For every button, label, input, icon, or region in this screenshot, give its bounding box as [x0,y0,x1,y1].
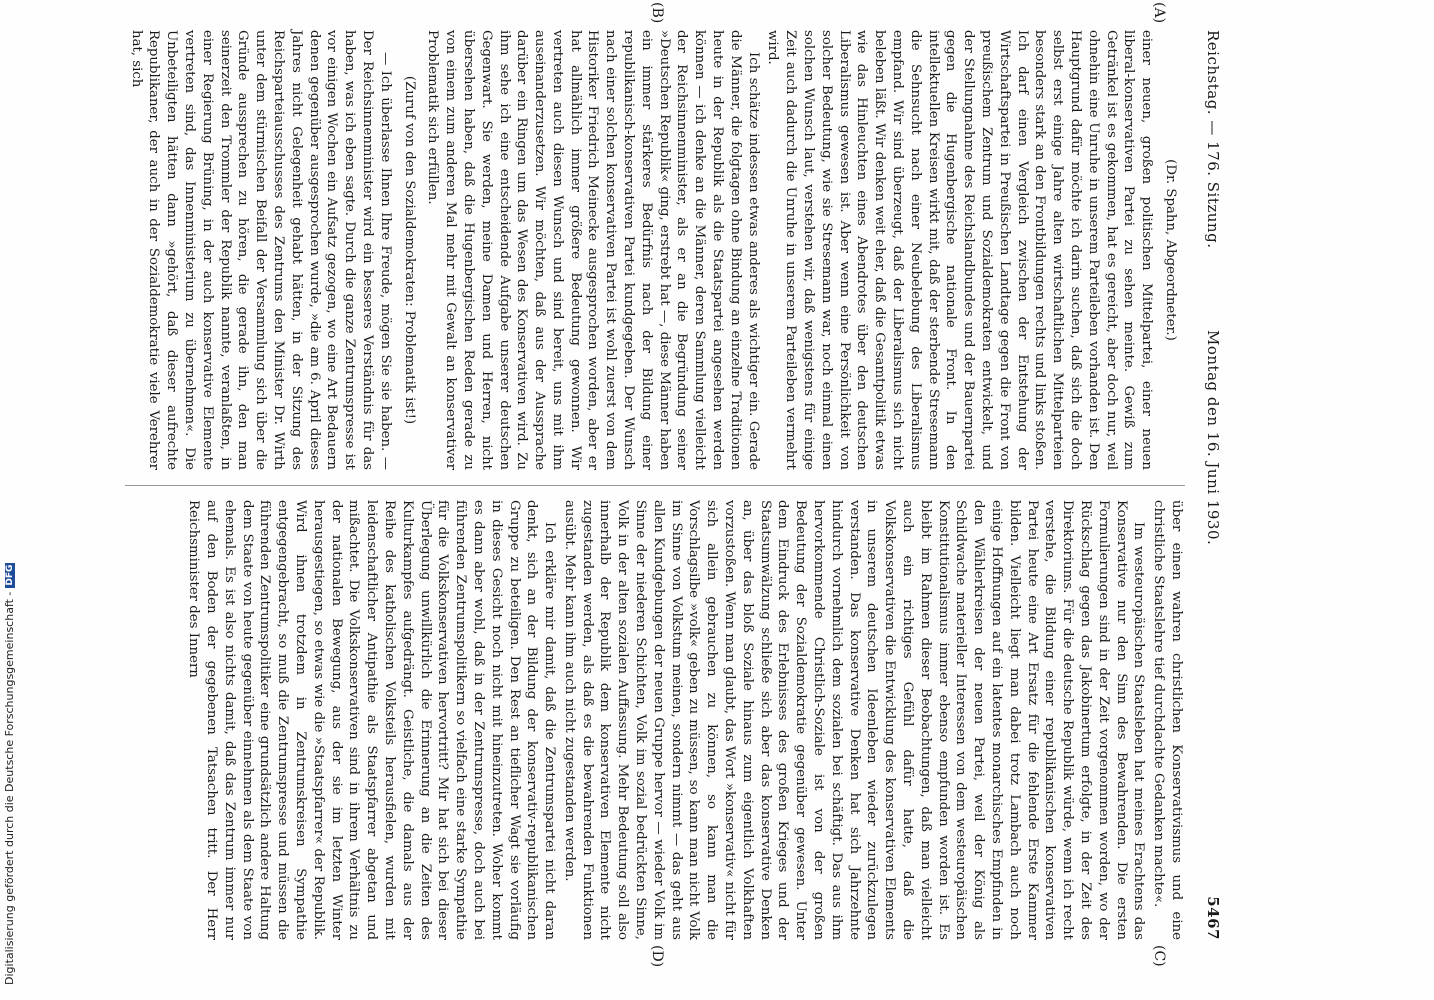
page-number: 5467 [1204,896,1222,940]
column-divider [125,485,1185,486]
right-paragraph-1: über einen wahren christlichen Konservativismus und eine christliche Staatslehre tief durchdachte Gedanken machte«. [1151,500,1184,940]
left-paragraph-2: Ich schätze indessen etwas anderes als wichtiger ein. Gerade die Männer, die folgtagen ohne Bindung an einzelne Traditionen heute in der Republik als die Staatspartei angesehen werden können — ich denke an die Männer, deren Sammlung vielleicht der Reichsinnenminister, als er an die Begründung seiner »Deutschen Republik« ging, erstrebt hat —, diese Männer haben ein immer stärkeres Bedürfnis nach der Bildung einer republikanisch-konservativen Partei kundgegeben. Der Wunsch nach einer solchen konservativen Partei ist wohl zuerst von dem Historiker Friedrich Meinecke ausgesprochen worden, aber er hat allmählich immer größere Bedeutung gewonnen. Wir vertreten auch diesen Wunsch und sind bereit, uns mit ihm auseinanderzusetzen. Wir möchten, daß aus der Aussprache darüber ein Ringen um das Wesen des Konservativen wird. Zu ihm sehe ich eine entscheidende Aufgabe unserer deutschen Gegenwart. Sie werden, meine Damen und Herren, nicht übersehen haben, daß die Hugenbergischen Reden gerade zu von einem zum anderen Mal mehr mit Gewalt an konservativer Problematik sich erfüllen. [425,30,761,470]
margin-marker-a: (A) [1151,2,1167,24]
margin-marker-b: (B) [649,2,665,24]
margin-marker-c: (C) [1151,945,1167,967]
page-header [1197,30,1225,960]
dfg-logo: DFG [5,564,15,586]
left-paragraph-3: — Ich überlasse Ihnen Ihre Freude, mögen Sie sie haben. — Der Reichsinnenminister wird ein besseres Verständnis für das haben, was ich eben sagte. Durch die ganze Zentrumspresse ist vor einigen Wochen ein Aufsatz gezogen, wo eine Art Bedauern denen gegenüber ausgesprochen wurde, »die am 6. April dieses Jahres nicht Gelegenheit gehabt hätten, in der Sitzung des Reichsparteiausschusses des Zentrums den Minister Dr. Wirth unter dem stürmischen Beifall der Versammlung sich über die Gründe aussprechen zu hören, die gerade ihn, den man seinerzeit den Trommler der Republik nannte, veranlaßten, in einer Regierung Brüning, in der auch konservative Elemente vertreten sind, das Innenministerium zu übernehmen«. Die Unbeteiligten hätten dann »gehört, daß dieser aufrechte Republikaner, der auch in der Sozialdemokratie viele Verehrer hat, sich [128,30,393,470]
margin-marker-d: (D) [649,945,665,968]
left-paragraph-1: einer neuen, großen politischen Mittelpartei, einer neuen liberal-konservativen Partei zu sehen meinte. Gewiß zum Getränkel ist es gekommen, hat es gereicht, aber doch nur, weil ohnehin eine Unruhe in unserem Parteileben vorhanden ist. Den Hauptgrund dafür möchte ich darin suchen, daß sich die doch selbst erst einige Jahre alten wirtschaftlichen Mittelparteien besonders stark an den Frontbildungen rechts und links stoßen. Ich darf einen Vergleich zwischen der Entstehung der Wirtschaftspartei in Preußischen Landtage gegen die Front von preußischem Zentrum und Sozialdemokraten entwickelt, und der Stellungnahme des Reichslandbundes und der Bauernpartei gegen die Hugenbergische nationale Front. In den intellektuellen Kreisen wirkt mit, daß der sterbende Stresemann die Sehnsucht nach einer Neubelebung des Liberalismus empfand. Wir sind überzeugt, daß der Liberalismus sich nicht beleben läßt. Wir denken weit eher, daß die Gesamtpolitik etwas wie das Hinleuchten eines Abendrotes über den deutschen Liberalismus gewesen ist. Aber wenn eine Persönlichkeit von solcher Bedeutung, wie sie Stresemann war, noch einmal einen solchen Wunsch laut, verstehen wir, daß wenigstens für einige Zeit auch dadurch die Unruhe in unserem Parteileben vermehrt wird. [765,30,1155,470]
header-session: Reichstag. — 176. Sitzung. [1204,30,1222,249]
right-column [182,500,1185,940]
credit-text: Digitalisierung gefördert durch die Deutsche Forschungsgemeinschaft - [3,591,16,985]
left-column [125,30,1185,470]
digitization-credit [3,563,16,985]
scanned-page [115,2,1225,968]
header-date: Montag den 16. Juni 1930. [1204,330,1222,546]
interjection: (Zuruf von den Sozialdemokraten: Problematik ist!) [401,75,417,425]
right-paragraph-2: Im westeuropäischen Staatsleben hat meines Erachtens das Konservative nur den Sinn des Bewahrenden. Die ersten Formulierungen sind in der Zeit vorgenommen worden, wo der Rückschlag gegen das Jakobinertum erfolgte, in der Zeit des Direktoriums. Für die deutsche Republik würde, wenn ich recht verstehe, die Bildung einer republikanischen konservativen Partei heute eine Art Ersatz für die fehlende Erste Kammer bilden. Vielleicht liegt man dabei trotz Lambach auch noch einige Hoffnungen auf ein latentes monarchisches Empfinden in den Wählerkreisen der neuen Partei, weil der König als Schildwache materieller Interessen von dem westeuropäischen Konstitutionalismus immer ebenso empfunden worden ist. Es bleibt im Rahmen dieser Beobachtungen, daß man vielleicht auch ein richtiges Gefühl dafür hatte, daß die Volkskonservativen die Entwicklung des konservativen Elements in unserem deutschen Ideenleben wieder zurückzulegen verstanden. Das konservative Denken hat sich Jahrzehnte hindurch vornehmlich dem sozialen bei schäftigt. Das aus ihm hervorkommende Christlich-Soziale ist von der großen Bedeutung der Sozialdemokratie gegenüber gewesen. Unter dem Eindruck des Erlebnisses des großen Krieges und der Staatsumwälzung schließe sich aber das konservative Denken an, über das bloß Soziale hinaus zum eigentlich Volkhaften vorzustoßen. Wenn man glaubt, das Wort »konservativ« nicht für sich allein gebrauchen zu können, so kann man die Vorschlagsilbe »volk« geben zu müssen, so kann man nicht Volk im Sinne von Volkstum meinen, sondern nimmt — das geht aus allen Kundgebungen der neuen Gruppe hervor — wieder Volk im Sinne der niederen Schichten, Volk im sozial bedrückten Sinne, Volk in der alten sozialen Auffassung. Mehr Bedeutung soll also innerhalb der Republik dem konservativen Elemente nicht zugestanden werden, als daß es die bewahrenden Funktionen ausübt. Mehr kann ihm auch nicht zugestanden werden. [561,500,1147,940]
speaker-note: (Dr. Spahn, Abgeordneter.) [1163,159,1178,341]
right-paragraph-3: Ich erkläre mir damit, daß die Zentrumspartei nicht daran denkt, sich an der Bildung der konservativ-republikanischen Gruppe zu beteiligen. Den Rest an tieflicher Wagt sie vorläufig in dieses Gesicht noch nicht mit hineinzutreten. Woher kommt es dann aber wohl, daß in der Zentrumspresse, doch auch bei führenden Zentrumspolitikern so vielfach eine starke Sympathie für die Volkskonservativen hervortritt? Mir hat sich bei dieser Überlegung unwillkürlich die Erinnerung an die Zeiten des Kulturkampfes aufgedrängt. Geistliche, die damals aus der Reihe des katholischen Volksteils herausfielen, wurden mit leidenschaftlicher Antipathie als Staatspfarrer abgetan und mißachtet. Die Volkskonservativen sind in ihrem Verhältnis zu der nationalen Bewegung, aus der sie im letzten Winter herausgestiegen, so etwas wie die »Staatspfarrer« der Republik. Wird ihnen trotzdem in Zentrumskreisen Sympathie entgegengebracht, so muß die Zentrumspresse und müssen die führenden Zentrumspolitiker eine grundsätzlich andere Haltung dem Staate von heute gegenüber einnehmen als dem Staate von ehemals. Es ist also nichts damit, daß das Zentrum immer nur auf den Boden der gegebenen Tatsachen tritt. Der Herr Reichsminister des Innern [186,500,558,940]
